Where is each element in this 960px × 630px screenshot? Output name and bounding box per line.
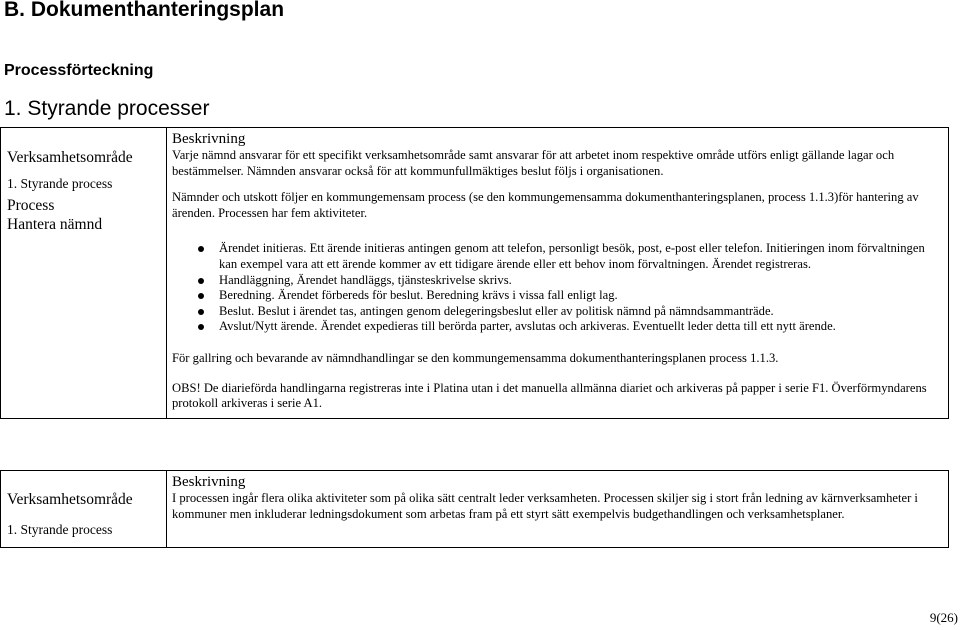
description-paragraph: Nämnder och utskott följer en kommungemensam process (se den kommungemensamma dokumenthanteringsplanen, process 1.1.3)för hantering av ärenden. Processen har fem aktiviteter. [172, 190, 919, 220]
bullet-icon [198, 324, 204, 330]
document-title: B. Dokumenthanteringsplan [4, 0, 285, 21]
bullet-icon [198, 293, 204, 299]
area-label: Verksamhetsområde [7, 149, 133, 166]
process-value: Hantera nämnd [7, 216, 103, 233]
page-number: 9(26) [929, 610, 958, 625]
description-paragraph: I processen ingår flera olika aktiviteter som på olika sätt centralt leder verksamheten. Processen skiljer sig i stort från ledning av kärnverksamheter i kommuner men inkluderar ledningsdokument som arbetas fram på ett styrt sätt exempelvis budgethandlingen och verksamhetsplaner. [172, 491, 918, 521]
description-note: OBS! De diarieförda handlingarna registreras inte i Platina utan i det manuella allmänna diariet och arkiveras på papper i serie F1. Överförmyndarens protokoll arkiveras i serie A1. [172, 380, 927, 411]
process-label: Process [7, 197, 55, 214]
area-value: 1. Styrande process [7, 176, 113, 191]
area-value: 1. Styrande process [7, 522, 113, 537]
activity-list [172, 241, 944, 335]
bullet-icon [198, 309, 204, 315]
bullet-icon [198, 246, 204, 252]
activity-item: Beslut. Beslut i ärendet tas, antingen genom delegeringsbeslut eller av politisk nämnd på nämndsammanträde. [219, 304, 944, 320]
description-heading: Beskrivning [172, 474, 246, 490]
document-subtitle: Processförteckning [4, 62, 154, 79]
process-description-cell [167, 128, 949, 419]
description-paragraph: Varje nämnd ansvarar för ett specifikt verksamhetsområde samt ansvarar för att arbetet inom respektive område utförs enligt gällande lagar och bestämmelser. Nämnden ansvarar också för att kommunfullmäktiges beslut följs i organisationen. [172, 148, 895, 178]
bullet-icon [198, 278, 204, 284]
process-meta-cell [1, 128, 167, 419]
process-description-cell [167, 471, 949, 548]
process-table-1 [0, 127, 949, 419]
area-label: Verksamhetsområde [7, 491, 133, 508]
process-table-2 [0, 470, 949, 548]
activity-item: Avslut/Nytt ärende. Ärendet expedieras till berörda parter, avslutas och arkiveras. Eventuellt leder detta till ett nytt ärende. [219, 319, 944, 335]
activity-item: Ärendet initieras. Ett ärende initieras antingen genom att telefon, personligt besök, post, e-post eller telefon. Initieringen inom förvaltningen kan exempel vara att ett ärende kommer av ett tidigare ärende eller ett behov inom förvaltningen. Ärendet registreras. [219, 241, 944, 272]
activity-item: Beredning. Ärendet förbereds för beslut. Beredning krävs i vissa fall enligt lag. [219, 288, 944, 304]
activity-item: Handläggning, Ärendet handläggs, tjänsteskrivelse skrivs. [219, 273, 944, 289]
section-heading: 1. Styrande processer [4, 97, 210, 120]
process-meta-cell [1, 471, 167, 548]
description-paragraph: För gallring och bevarande av nämndhandlingar se den kommungemensamma dokumenthanteringsplanen process 1.1.3. [172, 350, 779, 365]
description-heading: Beskrivning [172, 131, 246, 147]
